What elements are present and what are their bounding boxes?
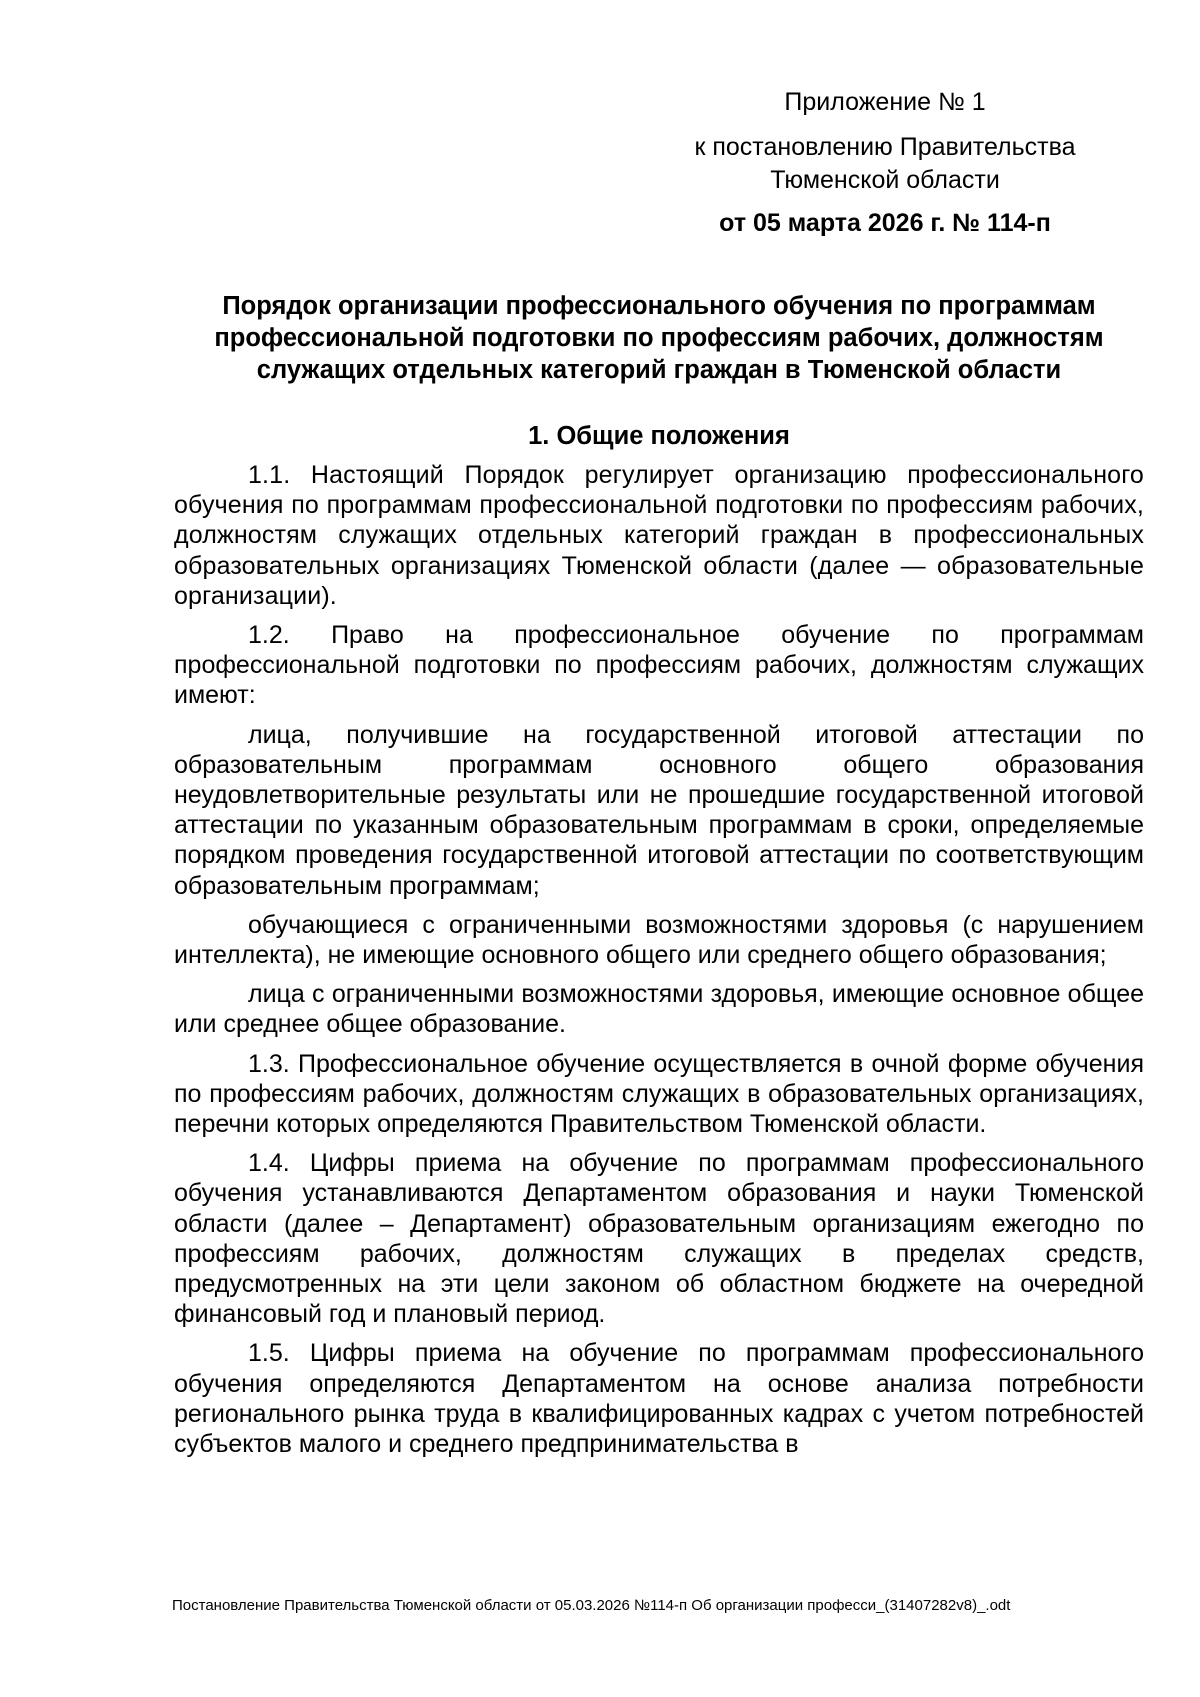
paragraph-1-1: 1.1. Настоящий Порядок регулирует организацию профессионального обучения по программам профессиональной подготовки по профессиям рабочих, должностям служащих отдельных категорий граждан в профессиональных образовательных организациях Тюменской области (далее — образовательные организации). [174, 461, 1144, 610]
paragraph-list-item-3: лица с ограниченными возможностями здоровья, имеющие основное общее или среднее общее образование. [174, 980, 1144, 1039]
appendix-resolution-line-2: Тюменской области [770, 166, 1000, 194]
paragraph-list-item-2: обучающиеся с ограниченными возможностями здоровья (с нарушением интеллекта), не имеющие основного общего или среднего общего образования; [174, 910, 1144, 970]
paragraph-list-item-1: лица, получившие на государственной итоговой аттестации по образовательным программам основного общего образования неудовлетворительные результаты или не прошедшие государственной итоговой аттестации по указанным образовательным программам в сроки, определяемые порядком проведения государственной итоговой аттестации по соответствующим образовательным программам; [174, 720, 1144, 900]
paragraph-1-3: 1.3. Профессиональное обучение осуществляется в очной форме обучения по профессиям рабочих, должностям служащих в образовательных организациях, перечни которых определяются Правительством Тюменской области. [174, 1049, 1144, 1139]
section-heading: 1. Общие положения [528, 422, 790, 450]
paragraph-1-5: 1.5. Цифры приема на обучение по программам профессионального обучения определяются Департаментом на основе анализа потребности регионального рынка труда в квалифицированных кадрах с учетом потребностей субъектов малого и среднего предпринимательства в [174, 1339, 1144, 1459]
appendix-resolution-line-1: к постановлению Правительства [694, 133, 1076, 161]
footer-file-reference: Постановление Правительства Тюменской области от 05.03.2026 №114-п Об организации професси_(31407282v8)_.odt [172, 1597, 1011, 1614]
document-title: Порядок организации профессионального обучения по программам профессиональной подготовки по профессиям рабочих, должностям служащих отдельных категорий граждан в Тюменской области [214, 292, 1104, 384]
paragraph-1-4: 1.4. Цифры приема на обучение по программам профессионального обучения устанавливаются Департаментом образования и науки Тюменской области (далее – Департамент) образовательным организациям ежегодно по профессиям рабочих, должностям служащих в пределах средств, предусмотренных на эти цели законом об областном бюджете на очередной финансовый год и плановый период. [174, 1149, 1144, 1329]
appendix-block [640, 86, 1130, 240]
appendix-date-number: от 05 марта 2026 г. № 114-п [719, 209, 1051, 237]
appendix-title: Приложение № 1 [784, 88, 986, 116]
document-body [174, 460, 1144, 1459]
paragraph-1-2: 1.2. Право на профессиональное обучение по программам профессиональной подготовки по профессиям рабочих, должностям служащих имеют: [174, 621, 1144, 710]
